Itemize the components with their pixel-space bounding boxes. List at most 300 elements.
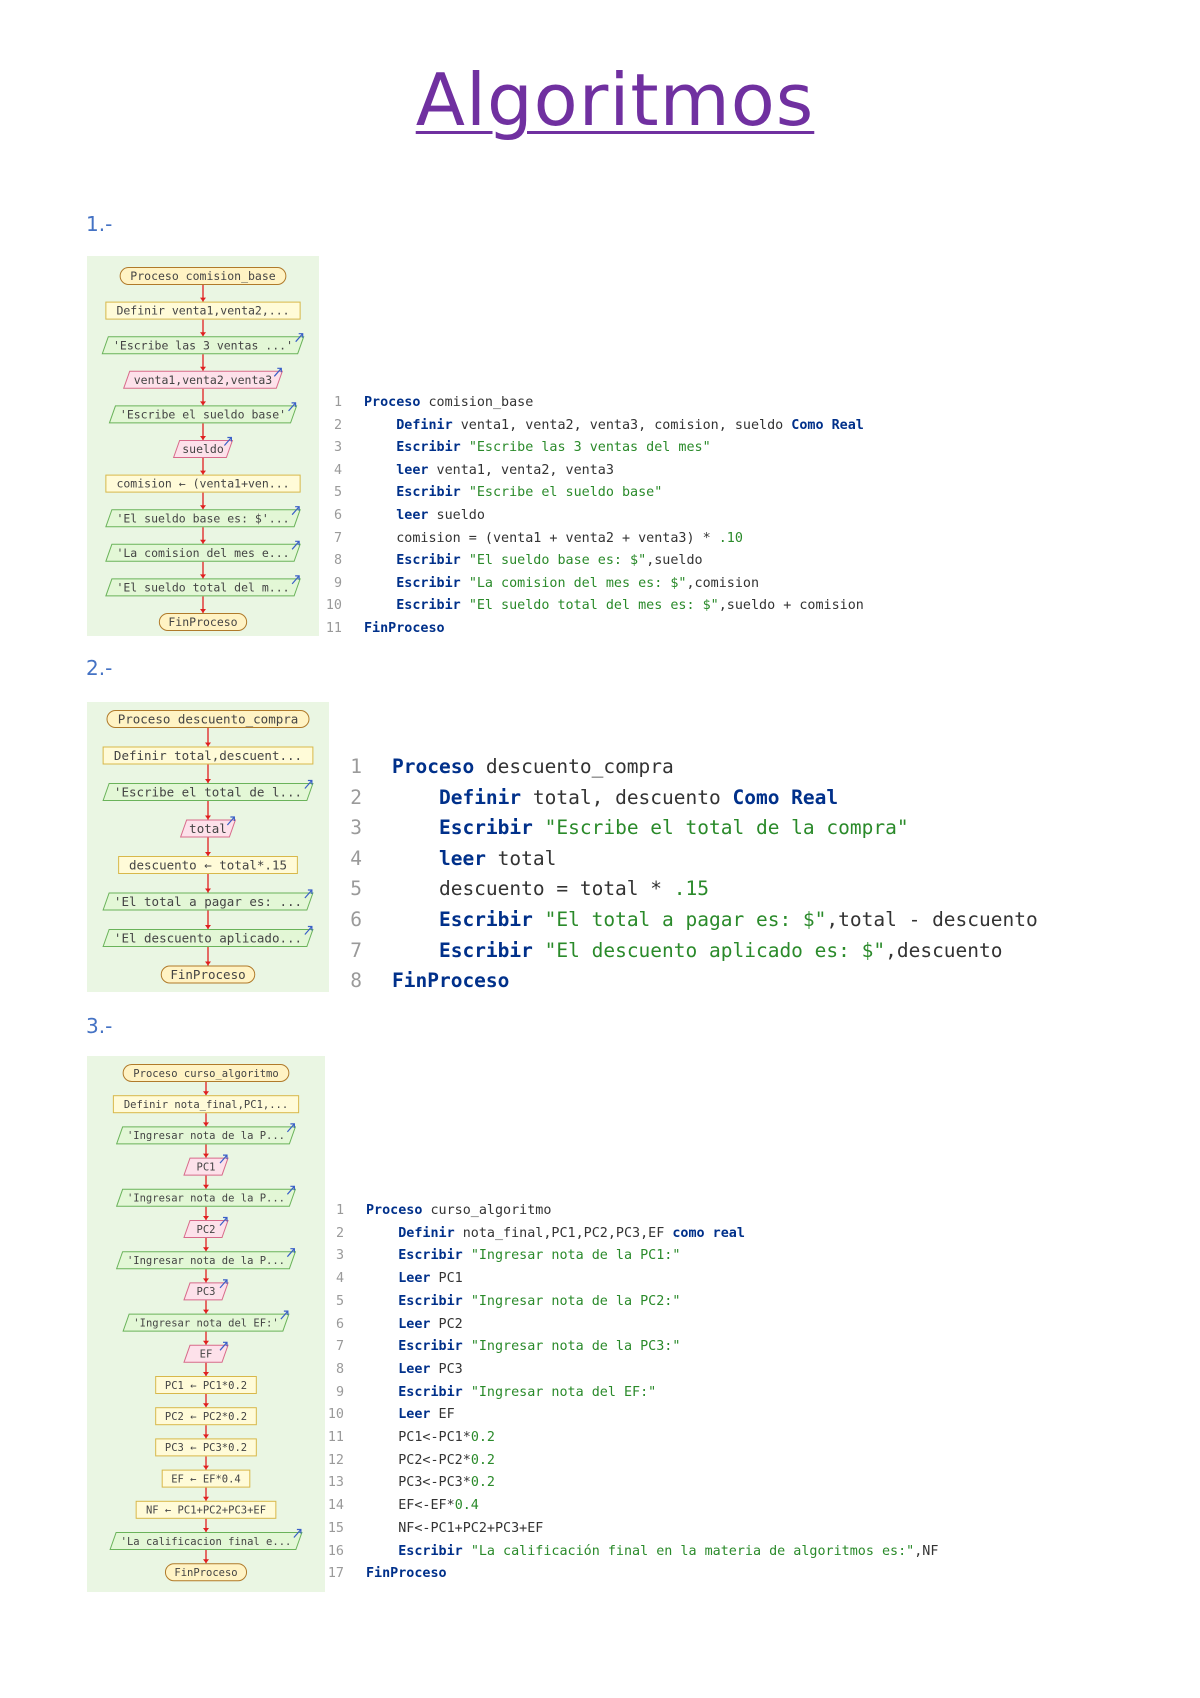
- code-literal: "El sueldo base es: $": [468, 553, 647, 569]
- code-line: [320, 1359, 938, 1382]
- flow-node-text: Definir venta1,venta2,...: [116, 303, 290, 318]
- code-text: [392, 844, 556, 875]
- code-literal: "Ingresar nota de la PC3:": [470, 1339, 681, 1355]
- flow-node-text: FinProceso: [168, 615, 238, 630]
- flow-node-text: Proceso comision_base: [130, 269, 276, 284]
- line-number: 14: [327, 1498, 344, 1514]
- code-line: [318, 415, 864, 438]
- flow-node-text: PC1 ← PC1*0.2: [164, 1379, 248, 1392]
- line-number: 1: [350, 755, 362, 778]
- flow-arrow: [203, 1310, 209, 1314]
- code-line: [332, 966, 1038, 997]
- line-number: 13: [327, 1475, 344, 1491]
- code-text: [366, 1495, 479, 1518]
- code-line: [320, 1563, 938, 1586]
- flow-node-text: FinProceso: [170, 967, 246, 982]
- code-line: [332, 813, 1038, 844]
- code-token: [392, 847, 439, 870]
- flow-node-text: sueldo: [182, 442, 224, 457]
- code-keyword: Leer: [398, 1316, 431, 1332]
- code-line: [320, 1427, 938, 1450]
- flow-node-text: 'El total a pagar es: ...: [113, 894, 303, 909]
- code-text: [364, 573, 759, 596]
- code-literal: "Escribe el total de la compra": [544, 816, 909, 840]
- flow-node-text: venta1,venta2,venta3: [133, 372, 273, 387]
- code-token: [392, 908, 439, 931]
- code-line: [320, 1200, 938, 1223]
- code-token: EF<-EF*: [366, 1498, 455, 1514]
- flow-node-text: 'El sueldo total del m...: [116, 580, 290, 595]
- flow-arrow: [200, 332, 206, 336]
- line-number: 6: [335, 1316, 344, 1332]
- code-line: [320, 1541, 938, 1564]
- flow-arrow: [200, 471, 206, 475]
- code-text: [364, 595, 864, 618]
- flowchart-2: [87, 702, 329, 992]
- flow-node-text: EF ← EF*0.4: [171, 1473, 241, 1486]
- code-keyword: leer: [438, 846, 486, 870]
- flow-arrow: [205, 925, 211, 929]
- code-keyword: leer: [396, 462, 429, 478]
- code-token: [364, 576, 396, 591]
- line-number: 5: [350, 877, 362, 901]
- code-line: [318, 460, 864, 483]
- code-token: [392, 816, 439, 839]
- flowchart-3: [87, 1056, 325, 1592]
- code-token: [463, 1248, 471, 1263]
- code-keyword: Escribir: [396, 575, 461, 591]
- line-number: 15: [327, 1520, 344, 1536]
- flow-node-text: 'El sueldo base es: $'...: [116, 511, 290, 526]
- code-keyword: Escribir: [396, 485, 461, 501]
- code-keyword: FinProceso: [364, 620, 445, 636]
- code-token: [461, 553, 469, 568]
- flow-node-text: PC1: [196, 1161, 216, 1174]
- code-token: ,descuento: [885, 938, 1003, 962]
- code-line: [320, 1450, 938, 1473]
- line-number: 10: [327, 1407, 344, 1423]
- code-text: [366, 1359, 463, 1382]
- code-text: [392, 752, 674, 783]
- line-number: 9: [335, 1384, 344, 1400]
- code-token: venta1, venta2, venta3, comision, sueldo: [452, 417, 792, 433]
- page-title: Algoritmos: [415, 58, 815, 142]
- flow-arrow: [205, 962, 211, 966]
- code-line: [320, 1291, 938, 1314]
- flow-node-text: FinProceso: [174, 1566, 238, 1579]
- line-number: 2: [333, 417, 342, 433]
- code-keyword: FinProceso: [366, 1566, 447, 1582]
- flow-arrow: [205, 816, 211, 820]
- line-number: 1: [333, 395, 342, 410]
- code-text: [392, 905, 1038, 936]
- flow-node-text: 'La calificacion final e...: [120, 1535, 292, 1548]
- code-token: [364, 463, 396, 478]
- code-line: [318, 482, 864, 505]
- code-token: [533, 816, 545, 839]
- code-line: [320, 1223, 938, 1246]
- code-text: [364, 482, 662, 505]
- code-keyword: Definir: [396, 417, 453, 433]
- code-token: [366, 1544, 398, 1559]
- flow-node-text: 'Ingresar nota de la P...: [126, 1192, 286, 1205]
- code-line: [320, 1404, 938, 1427]
- code-token: [392, 939, 439, 962]
- line-number: 5: [335, 1293, 344, 1309]
- code-text: [392, 813, 909, 844]
- code-token: [463, 1544, 471, 1559]
- code-token: [463, 1339, 471, 1354]
- flow-arrow: [200, 436, 206, 440]
- code-token: ,sueldo + comision: [718, 598, 864, 614]
- code-token: [364, 418, 396, 433]
- code-line: [320, 1245, 938, 1268]
- code-text: [366, 1314, 463, 1337]
- flow-arrow: [203, 1434, 209, 1438]
- line-number: 3: [333, 440, 342, 456]
- code-token: ,NF: [914, 1543, 939, 1559]
- flow-arrow: [203, 1154, 209, 1158]
- code-literal: "Escribe las 3 ventas del mes": [468, 440, 711, 456]
- code-keyword: Como Real: [732, 785, 839, 809]
- code-text: [392, 966, 509, 997]
- code-text: [392, 783, 838, 814]
- line-number: 4: [335, 1271, 344, 1287]
- code-line: [320, 1268, 938, 1291]
- line-number: 16: [327, 1543, 344, 1559]
- code-token: [463, 1294, 471, 1309]
- code-text: [366, 1541, 938, 1564]
- flow-node-text: 'La comision del mes e...: [116, 545, 290, 560]
- code-literal: 0.2: [470, 1475, 495, 1491]
- code-literal: .10: [718, 530, 743, 546]
- code-token: PC1<-PC1*: [366, 1430, 471, 1446]
- flow-arrow: [205, 779, 211, 783]
- code-token: nota_final,PC1,PC2,PC3,EF: [454, 1225, 673, 1241]
- code-token: [366, 1317, 398, 1332]
- code-literal: "El descuento aplicado es: $": [544, 938, 886, 962]
- code-text: [392, 874, 709, 905]
- line-number: 2: [350, 785, 362, 809]
- code-token: PC2<-PC2*: [366, 1452, 471, 1468]
- code-token: [366, 1248, 398, 1263]
- flow-arrow: [203, 1278, 209, 1282]
- code-token: [392, 786, 439, 809]
- line-number: 6: [350, 907, 362, 931]
- flow-arrow: [200, 609, 206, 613]
- code-keyword: Escribir: [398, 1293, 463, 1309]
- code-token: total: [485, 846, 557, 870]
- code-token: curso_algoritmo: [422, 1203, 552, 1218]
- code-line: [332, 752, 1038, 783]
- code-text: [366, 1518, 543, 1541]
- flow-arrow: [203, 1216, 209, 1220]
- flow-arrow: [205, 852, 211, 856]
- code-token: [366, 1339, 398, 1354]
- line-number: 12: [327, 1452, 344, 1468]
- code-text: [366, 1268, 463, 1291]
- line-number: 3: [350, 816, 362, 840]
- flow-arrow: [200, 540, 206, 544]
- code-literal: "Ingresar nota del EF:": [470, 1384, 657, 1400]
- code-line: [318, 595, 864, 618]
- line-number: 4: [350, 846, 362, 870]
- code-line: [318, 528, 864, 551]
- section-label-3: 3.-: [86, 1014, 113, 1038]
- code-text: [366, 1427, 495, 1450]
- flow-node-text: Proceso descuento_compra: [117, 711, 299, 727]
- flow-arrow: [203, 1341, 209, 1345]
- flow-node-text: total: [189, 821, 227, 836]
- code-literal: "El total a pagar es: $": [544, 907, 827, 931]
- code-token: [463, 1385, 471, 1400]
- code-text: [364, 460, 614, 483]
- code-literal: 0.2: [470, 1430, 495, 1446]
- code-line: [332, 874, 1038, 905]
- code-token: [533, 939, 545, 962]
- code-keyword: Leer: [398, 1271, 431, 1287]
- code-text: [392, 936, 1003, 967]
- code-text: [364, 618, 445, 641]
- code-token: [533, 908, 545, 931]
- code-line: [320, 1336, 938, 1359]
- code-text: [366, 1223, 745, 1246]
- code-line: [318, 573, 864, 596]
- flow-node-text: comision ← (venta1+ven...: [116, 476, 290, 491]
- code-token: ,total - descuento: [826, 907, 1038, 931]
- code-text: [366, 1336, 680, 1359]
- flow-arrow: [203, 1528, 209, 1532]
- code-text: [366, 1450, 495, 1473]
- code-keyword: Escribir: [398, 1248, 463, 1264]
- code-token: [364, 553, 396, 568]
- flow-arrow: [203, 1559, 209, 1563]
- code-literal: "La comision del mes es: $": [468, 575, 687, 591]
- code-text: [366, 1200, 551, 1223]
- line-number: 3: [335, 1248, 344, 1264]
- flow-arrow: [203, 1497, 209, 1501]
- code-literal: "El sueldo total del mes es: $": [468, 598, 719, 614]
- code-listing-1: [318, 392, 864, 641]
- code-token: total, descuento: [521, 785, 733, 809]
- code-text: [364, 392, 533, 415]
- line-number: 8: [335, 1361, 344, 1377]
- line-number: 2: [335, 1225, 344, 1241]
- code-text: [364, 528, 743, 551]
- code-line: [318, 505, 864, 528]
- flow-node-text: 'Ingresar nota de la P...: [126, 1254, 286, 1267]
- code-token: ,sueldo: [646, 553, 703, 569]
- flow-arrow: [203, 1185, 209, 1189]
- line-number: 7: [335, 1339, 344, 1355]
- code-keyword: Proceso: [364, 395, 421, 410]
- flow-node-text: PC3: [196, 1286, 216, 1299]
- line-number: 8: [333, 553, 342, 569]
- flowchart-1: [87, 256, 319, 636]
- line-number: 4: [333, 462, 342, 478]
- code-line: [332, 844, 1038, 875]
- code-token: [364, 508, 396, 523]
- code-text: [364, 550, 703, 573]
- code-token: PC3: [430, 1361, 463, 1377]
- code-keyword: leer: [396, 507, 429, 523]
- code-line: [332, 936, 1038, 967]
- section-label-2: 2.-: [86, 656, 113, 680]
- code-token: comision = (venta1 + venta2 + venta3) *: [364, 530, 719, 546]
- line-number: 9: [333, 575, 342, 591]
- code-line: [318, 550, 864, 573]
- line-number: 8: [350, 969, 362, 993]
- code-token: [461, 598, 469, 613]
- code-token: venta1, venta2, venta3: [428, 462, 614, 478]
- code-text: [364, 505, 485, 528]
- flow-node-text: PC2: [196, 1223, 216, 1236]
- code-token: [366, 1294, 398, 1309]
- code-listing-2: [332, 752, 1038, 997]
- code-token: PC1: [430, 1271, 463, 1287]
- code-literal: "Ingresar nota de la PC2:": [470, 1293, 681, 1309]
- code-token: [461, 485, 469, 500]
- flow-arrow: [203, 1091, 209, 1095]
- code-keyword: Leer: [398, 1361, 431, 1377]
- code-keyword: Escribir: [398, 1543, 463, 1559]
- code-line: [318, 437, 864, 460]
- flow-node-text: NF ← PC1+PC2+PC3+EF: [145, 1504, 267, 1517]
- code-literal: "La calificación final en la materia de algoritmos es:": [470, 1543, 915, 1559]
- code-keyword: Escribir: [438, 816, 533, 840]
- line-number: 10: [325, 598, 342, 614]
- code-token: [461, 440, 469, 455]
- flow-node-text: 'Escribe el sueldo base': [119, 407, 287, 422]
- code-line: [320, 1314, 938, 1337]
- flow-node-text: Definir nota_final,PC1,...: [123, 1098, 289, 1111]
- code-keyword: Leer: [398, 1407, 431, 1423]
- code-token: PC3<-PC3*: [366, 1475, 471, 1491]
- code-line: [318, 618, 864, 641]
- code-text: [364, 415, 864, 438]
- code-keyword: Definir: [398, 1225, 455, 1241]
- flow-arrow: [203, 1122, 209, 1126]
- code-line: [320, 1495, 938, 1518]
- flow-node-text: 'Ingresar nota de la P...: [126, 1130, 286, 1143]
- code-token: sueldo: [428, 507, 485, 523]
- flow-arrow: [203, 1466, 209, 1470]
- code-text: [366, 1291, 680, 1314]
- line-number: 6: [333, 507, 342, 523]
- flow-arrow: [203, 1372, 209, 1376]
- code-keyword: Proceso: [366, 1203, 423, 1218]
- code-literal: .15: [673, 877, 709, 901]
- code-line: [332, 783, 1038, 814]
- code-literal: 0.2: [470, 1452, 495, 1468]
- code-line: [320, 1382, 938, 1405]
- code-token: [364, 598, 396, 613]
- code-text: [366, 1404, 455, 1427]
- flow-arrow: [203, 1247, 209, 1251]
- flow-arrow: [200, 401, 206, 405]
- line-number: 17: [327, 1566, 344, 1582]
- section-label-1: 1.-: [86, 212, 113, 236]
- code-token: NF<-PC1+PC2+PC3+EF: [366, 1520, 544, 1536]
- code-keyword: Escribir: [396, 553, 461, 569]
- code-literal: "Escribe el sueldo base": [468, 485, 663, 501]
- code-literal: "Ingresar nota de la PC1:": [470, 1248, 681, 1264]
- flow-node-text: PC3 ← PC3*0.2: [164, 1442, 248, 1455]
- code-line: [320, 1472, 938, 1495]
- code-token: descuento = total *: [392, 877, 674, 901]
- code-keyword: Definir: [438, 785, 522, 809]
- code-token: [364, 485, 396, 500]
- code-token: [366, 1385, 398, 1400]
- code-literal: 0.4: [454, 1498, 479, 1514]
- code-keyword: Escribir: [396, 598, 461, 614]
- code-listing-3: [320, 1200, 938, 1586]
- code-line: [318, 392, 864, 415]
- code-token: EF: [430, 1407, 455, 1423]
- code-token: comision_base: [420, 395, 534, 410]
- flow-node-text: PC2 ← PC2*0.2: [164, 1410, 248, 1423]
- line-number: 5: [333, 485, 342, 501]
- flow-arrow: [205, 743, 211, 747]
- code-token: [461, 576, 469, 591]
- flow-arrow: [200, 574, 206, 578]
- line-number: 7: [350, 938, 362, 962]
- flow-node-text: EF: [199, 1348, 213, 1361]
- flow-arrow: [203, 1403, 209, 1407]
- code-text: [366, 1472, 495, 1495]
- code-keyword: como real: [672, 1225, 745, 1241]
- code-token: [366, 1226, 398, 1241]
- flow-node-text: 'Ingresar nota del EF:': [133, 1317, 279, 1330]
- flow-node-text: 'El descuento aplicado...: [113, 930, 303, 946]
- flow-node-text: Definir total,descuent...: [113, 748, 303, 763]
- code-text: [366, 1563, 447, 1586]
- code-token: ,comision: [686, 575, 760, 591]
- flow-arrow: [200, 505, 206, 509]
- code-keyword: Escribir: [398, 1339, 463, 1355]
- line-number: 1: [335, 1203, 344, 1218]
- code-keyword: Proceso: [392, 755, 475, 778]
- code-keyword: Escribir: [438, 938, 533, 962]
- code-line: [320, 1518, 938, 1541]
- flow-arrow: [205, 889, 211, 893]
- code-line: [332, 905, 1038, 936]
- flow-arrow: [200, 298, 206, 302]
- line-number: 11: [327, 1430, 344, 1446]
- flow-node-text: Proceso curso_algoritmo: [133, 1067, 279, 1080]
- code-keyword: Escribir: [438, 907, 533, 931]
- line-number: 11: [325, 620, 342, 636]
- flow-node-text: 'Escribe las 3 ventas ...': [112, 338, 294, 353]
- code-token: [366, 1407, 398, 1422]
- line-number: 7: [333, 530, 342, 546]
- code-keyword: Escribir: [398, 1384, 463, 1400]
- flow-arrow: [200, 367, 206, 371]
- code-text: [366, 1245, 680, 1268]
- code-token: [366, 1271, 398, 1286]
- code-token: descuento_compra: [474, 755, 674, 778]
- code-token: [366, 1362, 398, 1377]
- code-keyword: FinProceso: [392, 969, 510, 993]
- code-token: [364, 440, 396, 455]
- code-token: PC2: [430, 1316, 463, 1332]
- code-text: [366, 1382, 656, 1405]
- code-keyword: Escribir: [396, 440, 461, 456]
- flow-node-text: 'Escribe el total de l...: [113, 784, 303, 800]
- flow-node-text: descuento ← total*.15: [128, 857, 288, 873]
- code-keyword: Como Real: [791, 417, 864, 433]
- code-text: [364, 437, 711, 460]
